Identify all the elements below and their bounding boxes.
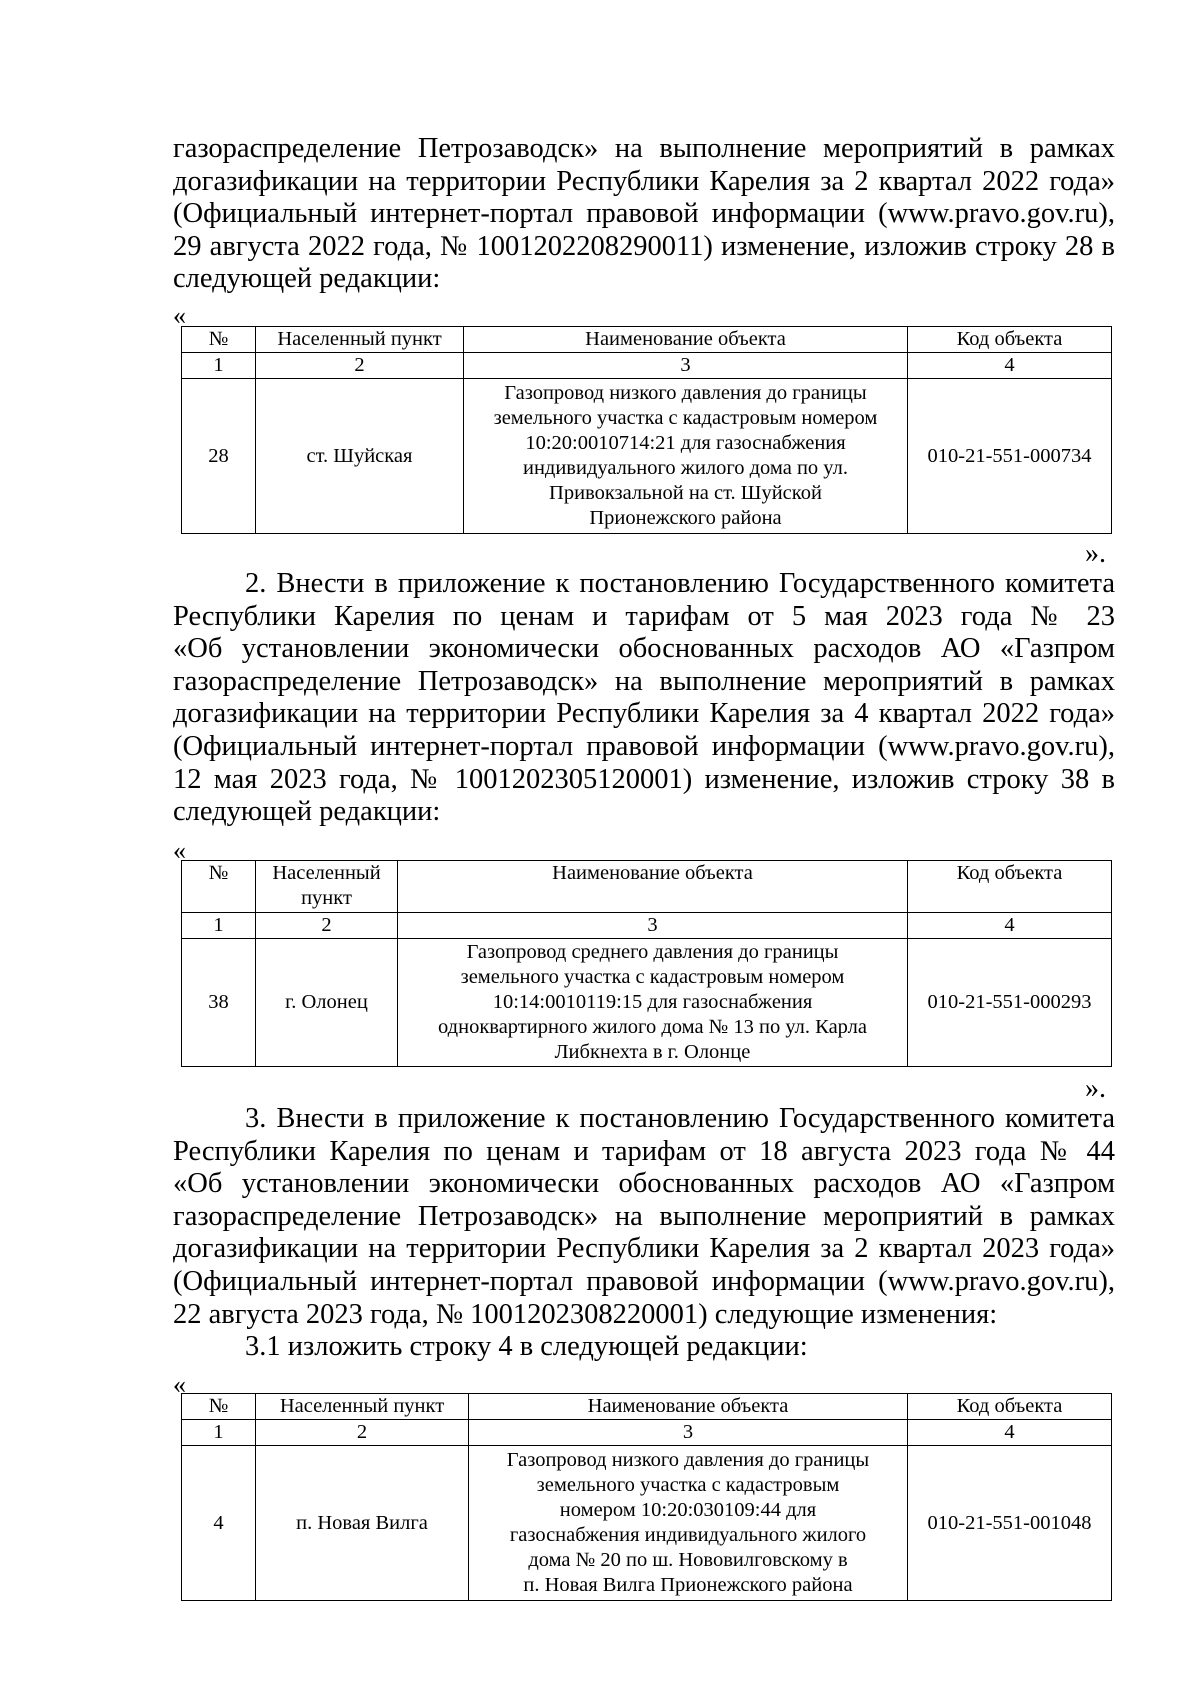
object-line: 10:14:0010119:15 для газоснабжения bbox=[492, 991, 813, 1013]
object-line: номером 10:20:030109:44 для bbox=[559, 1499, 817, 1521]
object-line: 10:20:0010714:21 для газоснабжения bbox=[525, 432, 846, 454]
paragraph-line: «Об установлении экономически обоснованных расходов АО «Газпром bbox=[173, 633, 1115, 665]
quote-open: « bbox=[173, 1370, 186, 1399]
header-place bbox=[256, 861, 398, 913]
table-row-28 bbox=[181, 326, 1112, 534]
intro-line: газораспределение Петрозаводск» на выполнение мероприятий в рамках bbox=[173, 133, 1115, 164]
row-object bbox=[469, 1446, 908, 1601]
header-place: Населенный пункт bbox=[256, 1394, 469, 1420]
paragraph-line: следующей редакции: bbox=[173, 796, 441, 828]
col-number: 3 bbox=[469, 1420, 908, 1446]
subitem-3-1: 3.1 изложить строку 4 в следующей редакции: bbox=[245, 1331, 808, 1363]
table-header-row bbox=[182, 861, 1112, 913]
row-code: 010-21-551-000293 bbox=[908, 939, 1112, 1067]
header-number: № bbox=[182, 1394, 256, 1420]
row-number: 4 bbox=[182, 1446, 256, 1601]
object-line: Газопровод низкого давления до границы bbox=[504, 382, 867, 404]
col-number: 2 bbox=[256, 913, 398, 939]
row-place: г. Олонец bbox=[256, 939, 398, 1067]
table-row bbox=[182, 1446, 1112, 1601]
table-row-38 bbox=[181, 860, 1112, 1067]
col-number: 3 bbox=[398, 913, 908, 939]
col-number: 4 bbox=[908, 353, 1112, 379]
row-number: 28 bbox=[182, 379, 256, 534]
header-place: Населенный пункт bbox=[256, 327, 464, 353]
object-line: Прионежского района bbox=[589, 507, 782, 529]
header-code: Код объекта bbox=[908, 1394, 1112, 1420]
col-number: 2 bbox=[256, 353, 464, 379]
column-numbers-row bbox=[182, 1420, 1112, 1446]
quote-open: « bbox=[173, 836, 186, 865]
quote-close: ». bbox=[1085, 538, 1106, 569]
object-line: п. Новая Вилга Прионежского района bbox=[523, 1574, 853, 1596]
header-place-line: пункт bbox=[301, 887, 352, 909]
object-line: газоснабжения индивидуального жилого bbox=[509, 1524, 867, 1546]
column-numbers-row bbox=[182, 913, 1112, 939]
object-line: земельного участка с кадастровым номером bbox=[493, 407, 878, 429]
paragraph-line: догазификации на территории Республики Карелия за 4 квартал 2022 года» bbox=[173, 698, 1115, 730]
paragraph-line: Республики Карелия по ценам и тарифам от 5 мая 2023 года № 23 bbox=[173, 600, 1115, 632]
paragraph-2 bbox=[173, 568, 1115, 829]
col-number: 1 bbox=[182, 353, 256, 379]
row-code: 010-21-551-000734 bbox=[908, 379, 1112, 534]
col-number: 2 bbox=[256, 1420, 469, 1446]
header-code: Код объекта bbox=[908, 327, 1112, 353]
intro-line: следующей редакции: bbox=[173, 263, 441, 295]
object-line: Газопровод низкого давления до границы bbox=[506, 1449, 870, 1471]
paragraph-3 bbox=[173, 1103, 1115, 1364]
object-line: земельного участка с кадастровым номером bbox=[460, 966, 845, 988]
header-object: Наименование объекта bbox=[464, 327, 908, 353]
row-place: ст. Шуйская bbox=[256, 379, 464, 534]
table-row bbox=[182, 379, 1112, 534]
col-number: 1 bbox=[182, 913, 256, 939]
intro-line: (Официальный интернет-портал правовой информации (www.pravo.gov.ru), bbox=[173, 198, 1115, 230]
paragraph-line: (Официальный интернет-портал правовой информации (www.pravo.gov.ru), bbox=[173, 730, 1115, 762]
paragraph-line: 22 августа 2023 года, № 1001202308220001) следующие изменения: bbox=[173, 1298, 998, 1330]
header-number: № bbox=[182, 327, 256, 353]
header-number: № bbox=[182, 861, 256, 913]
col-number: 3 bbox=[464, 353, 908, 379]
paragraph-line: 12 мая 2023 года, № 1001202305120001) изменение, изложив строку 38 в bbox=[173, 763, 1115, 795]
paragraph-line: 3. Внести в приложение к постановлению Государственного комитета bbox=[245, 1103, 1115, 1134]
paragraph-line: (Официальный интернет-портал правовой информации (www.pravo.gov.ru), bbox=[173, 1265, 1115, 1297]
table-row bbox=[182, 939, 1112, 1067]
paragraph-line: газораспределение Петрозаводск» на выполнение мероприятий в рамках bbox=[173, 1200, 1115, 1232]
row-code: 010-21-551-001048 bbox=[908, 1446, 1112, 1601]
row-object bbox=[464, 379, 908, 534]
table-header-row bbox=[182, 1394, 1112, 1420]
object-line: земельного участка с кадастровым bbox=[536, 1474, 840, 1496]
row-object bbox=[398, 939, 908, 1067]
column-numbers-row bbox=[182, 353, 1112, 379]
intro-paragraph bbox=[173, 133, 1115, 296]
table-row-4 bbox=[181, 1393, 1112, 1601]
quote-close: ». bbox=[1085, 1073, 1106, 1104]
object-line: дома № 20 по ш. Нововилговскому в bbox=[528, 1549, 848, 1571]
object-line: Газопровод среднего давления до границы bbox=[466, 941, 839, 963]
object-line: индивидуального жилого дома по ул. bbox=[522, 457, 849, 479]
object-line: Либкнехта в г. Олонце bbox=[554, 1041, 751, 1063]
paragraph-line: газораспределение Петрозаводск» на выполнение мероприятий в рамках bbox=[173, 665, 1115, 697]
col-number: 1 bbox=[182, 1420, 256, 1446]
header-object: Наименование объекта bbox=[469, 1394, 908, 1420]
header-place-line: Населенный bbox=[272, 862, 381, 884]
quote-open: « bbox=[173, 301, 186, 330]
header-object: Наименование объекта bbox=[398, 861, 908, 913]
intro-line: догазификации на территории Республики Карелия за 2 квартал 2022 года» bbox=[173, 165, 1115, 197]
row-place: п. Новая Вилга bbox=[256, 1446, 469, 1601]
object-line: Привокзальной на ст. Шуйской bbox=[549, 482, 822, 504]
table-header-row bbox=[182, 327, 1112, 353]
paragraph-line: 2. Внести в приложение к постановлению Государственного комитета bbox=[245, 568, 1115, 599]
paragraph-line: Республики Карелия по ценам и тарифам от 18 августа 2023 года № 44 bbox=[173, 1135, 1115, 1167]
col-number: 4 bbox=[908, 1420, 1112, 1446]
paragraph-line: догазификации на территории Республики Карелия за 2 квартал 2023 года» bbox=[173, 1233, 1115, 1265]
object-line: одноквартирного жилого дома № 13 по ул. Карла bbox=[438, 1016, 867, 1038]
paragraph-line: «Об установлении экономически обоснованных расходов АО «Газпром bbox=[173, 1168, 1115, 1200]
header-code: Код объекта bbox=[908, 861, 1112, 913]
intro-line: 29 августа 2022 года, № 1001202208290011) изменение, изложив строку 28 в bbox=[173, 230, 1115, 262]
col-number: 4 bbox=[908, 913, 1112, 939]
row-number: 38 bbox=[182, 939, 256, 1067]
